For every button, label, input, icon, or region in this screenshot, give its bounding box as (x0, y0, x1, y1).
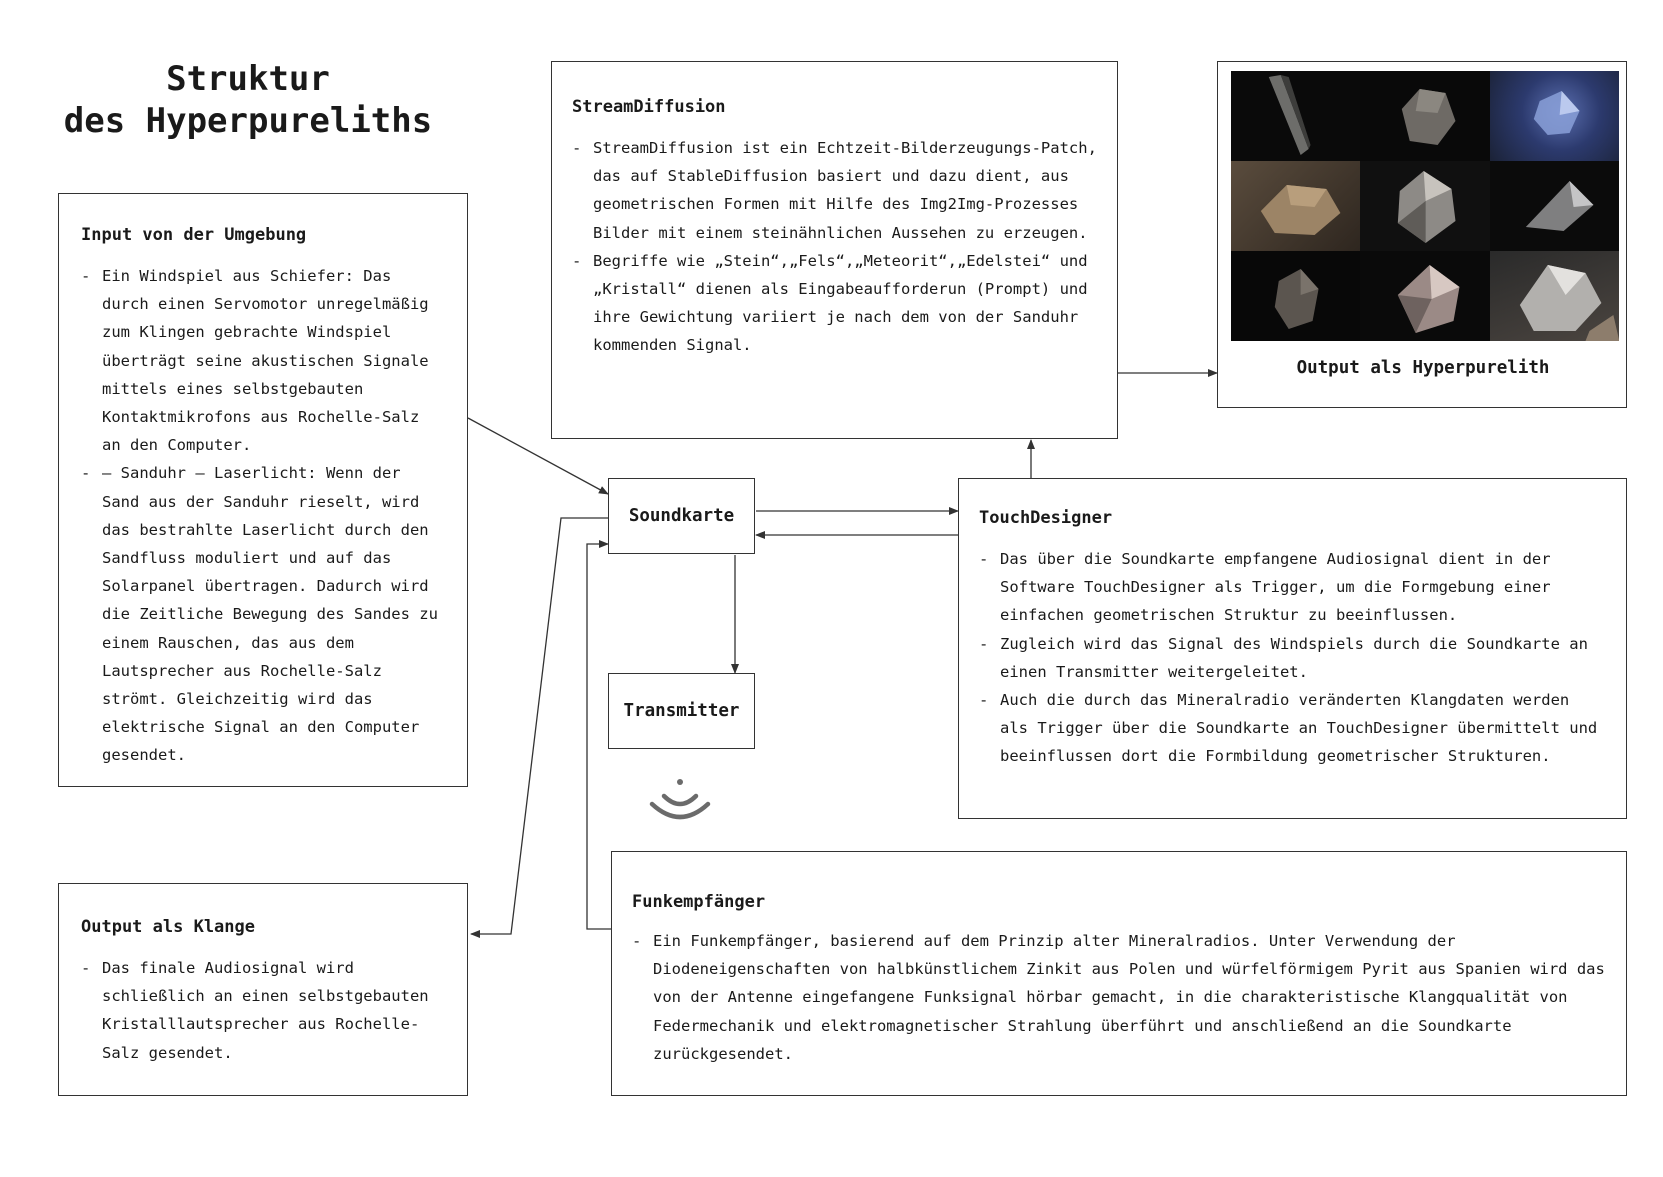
input-list (81, 262, 445, 770)
touchdesigner-item-mineralradio: - Auch die durch das Mineralradio veränderten Klangdaten werden als Trigger über die Soundkarte an TouchDesigner übermittelt und beeinflussen dort die Formbildung geometrischer Strukturen. (979, 686, 1606, 771)
streamdiffusion-box (551, 61, 1118, 439)
stone-image-3 (1490, 71, 1619, 161)
funkempfaenger-heading: Funkempfänger (632, 892, 766, 912)
streamdiffusion-item-prompts: - Begriffe wie „Stein“,„Fels“,„Meteorit“,„Edelstei“ und „Kristall“ dienen als Eingabeaufforderun (Prompt) und ihre Gewichtung variiert je nach dem von der Sanduhr kommenden Signal. (572, 247, 1097, 360)
wireless-signal-icon (648, 774, 712, 824)
streamdiffusion-item-description: - StreamDiffusion ist ein Echtzeit-Bilderzeugungs-Patch, das auf StableDiffusion basiert und dazu dient, aus geometrischen Formen mit Hilfe des Img2Img-Prozesses Bilder mit einem steinähnlichen Aussehen zu erzeugen. (572, 134, 1097, 247)
input-box (58, 193, 468, 787)
stone-image-8 (1360, 251, 1489, 341)
streamdiffusion-heading: StreamDiffusion (572, 97, 726, 117)
stone-image-6 (1490, 161, 1619, 251)
stone-image-4 (1231, 161, 1360, 251)
touchdesigner-box (958, 478, 1627, 819)
stone-image-2 (1360, 71, 1489, 161)
stone-image-9 (1490, 251, 1619, 341)
touchdesigner-list (979, 545, 1606, 771)
funkempfaenger-list (632, 927, 1606, 1068)
stone-image-7 (1231, 251, 1360, 341)
hyperpurelith-caption: Output als Hyperpurelith (1296, 358, 1550, 378)
title-line-2: des Hyperpureliths (63, 101, 433, 141)
input-item-sanduhr: - – Sanduhr – Laserlicht: Wenn der Sand aus der Sanduhr rieselt, wird das bestrahlte Laserlicht durch den Sandfluss moduliert und auf das Solarpanel übertragen. Dadurch wird die Zeitliche Bewegung des Sandes zu einem Rauschen, das aus dem Lautsprecher aus Rochelle-Salz strömt. Gleichzeitig wird das elektrische Signal an den Computer gesendet. (81, 459, 445, 769)
touchdesigner-item-trigger: - Das über die Soundkarte empfangene Audiosignal dient in der Software TouchDesigner als Trigger, um die Formgebung einer einfachen geometrischen Struktur zu beeinflussen. (979, 545, 1606, 630)
klange-box (58, 883, 468, 1096)
soundkarte-label: Soundkarte (628, 506, 735, 526)
hyperpurelith-image-grid (1231, 71, 1619, 341)
input-item-windspiel: - Ein Windspiel aus Schiefer: Das durch einen Servomotor unregelmäßig zum Klingen gebrachte Windspiel überträgt seine akustischen Signale mittels eines selbstgebauten Kontaktmikrofons aus Rochelle-Salz an den Computer. (81, 262, 445, 459)
funkempfaenger-box (611, 851, 1627, 1096)
stone-image-1 (1231, 71, 1360, 161)
klange-list (81, 954, 445, 1067)
stone-image-5 (1360, 161, 1489, 251)
streamdiffusion-list (572, 134, 1097, 360)
soundkarte-node (608, 478, 755, 554)
input-heading: Input von der Umgebung (81, 225, 307, 245)
touchdesigner-heading: TouchDesigner (979, 508, 1113, 528)
klange-heading: Output als Klange (81, 917, 255, 937)
transmitter-label: Transmitter (623, 701, 740, 721)
title-line-1: Struktur (166, 59, 330, 99)
klange-item-audiosignal: - Das finale Audiosignal wird schließlich an einen selbstgebauten Kristalllautsprecher aus Rochelle-Salz gesendet. (81, 954, 445, 1067)
funkempfaenger-item-description: - Ein Funkempfänger, basierend auf dem Prinzip alter Mineralradios. Unter Verwendung der Diodeneigenschaften von halbkünstlichem Zinkit aus Polen und würfelförmigem Pyrit aus Spanien wird das von der Antenne eingefangene Funksignal hörbar gemacht, in die charakteristische Klangqualität von Federmechanik und elektromagnetischer Strahlung überführt und anschließend an die Soundkarte zurückgesendet. (632, 927, 1606, 1068)
transmitter-node (608, 673, 755, 749)
touchdesigner-item-transmitter: - Zugleich wird das Signal des Windspiels durch die Soundkarte an einen Transmitter weitergeleitet. (979, 630, 1606, 686)
